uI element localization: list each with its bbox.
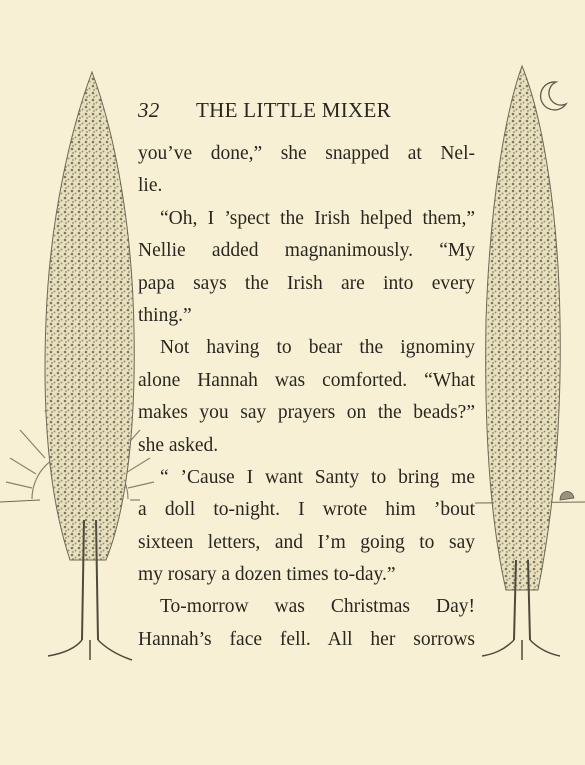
page-number: 32 xyxy=(138,98,160,122)
text-line: a doll to-night. I wrote him ’bout xyxy=(138,499,475,521)
text-line: Not having to bear the ignominy xyxy=(160,337,475,359)
text-line: makes you say prayers on the beads?” xyxy=(138,402,475,424)
text-line: lie. xyxy=(138,175,163,197)
running-head: THE LITTLE MIXER xyxy=(196,98,391,122)
bush-icon xyxy=(560,491,574,500)
text-line: Hannah’s face fell. All her sorrows xyxy=(138,628,475,650)
right-cypress-tree-icon xyxy=(482,66,560,660)
text-line: alone Hannah was comforted. “What xyxy=(138,369,475,391)
text-line: my rosary a dozen times to-day.” xyxy=(138,564,396,586)
text-line: thing.” xyxy=(138,304,192,326)
text-line: “ ’Cause I want Santy to bring me xyxy=(160,466,475,488)
page-header xyxy=(138,98,478,126)
body-text xyxy=(138,138,475,656)
crescent-moon-icon xyxy=(541,82,566,110)
text-line: Nellie added magnanimously. “My xyxy=(138,240,475,262)
text-line: sixteen letters, and I’m going to say xyxy=(138,531,475,553)
text-line: you’ve done,” she snapped at Nel- xyxy=(138,143,475,164)
text-line: papa says the Irish are into every xyxy=(138,272,475,294)
text-line: “Oh, I ’spect the Irish helped them,” xyxy=(160,207,475,229)
text-line: To-morrow was Christmas Day! xyxy=(160,596,475,618)
left-cypress-tree-icon xyxy=(45,72,134,660)
text-line: she asked. xyxy=(138,434,219,456)
